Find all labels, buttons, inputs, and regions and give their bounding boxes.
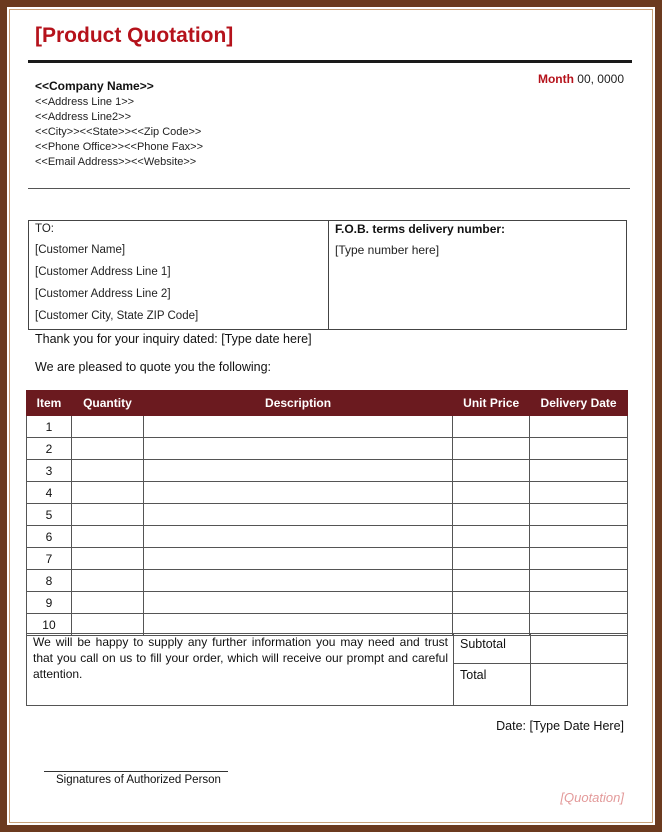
unit-price-cell[interactable] [453,592,530,614]
table-row [27,592,628,614]
table-row [27,570,628,592]
header-quantity: Quantity [71,391,143,416]
title-rule [28,60,632,63]
company-city-state-zip: <<City>><<State>><<Zip Code>> [35,126,202,138]
subtotal-label: Subtotal [460,637,506,651]
fob-heading: F.O.B. terms delivery number: [335,222,506,236]
description-cell[interactable] [143,460,452,482]
delivery-date-cell[interactable] [530,438,628,460]
delivery-date-cell[interactable] [530,526,628,548]
footer-row-divider [453,663,628,664]
description-cell[interactable] [143,526,452,548]
quantity-cell[interactable] [71,504,143,526]
item-number: 3 [27,460,72,482]
table-row [27,482,628,504]
quantity-cell[interactable] [71,460,143,482]
quantity-cell[interactable] [71,482,143,504]
item-number: 4 [27,482,72,504]
delivery-date-cell[interactable] [530,570,628,592]
description-cell[interactable] [143,592,452,614]
description-cell[interactable] [143,416,452,438]
signature-label: Signatures of Authorized Person [56,774,221,786]
item-number: 1 [27,416,72,438]
delivery-date-cell[interactable] [530,460,628,482]
description-cell[interactable] [143,482,452,504]
description-cell[interactable] [143,570,452,592]
header-date-rest: 00, 0000 [573,72,624,86]
total-label: Total [460,668,487,682]
quantity-cell[interactable] [71,526,143,548]
item-number: 10 [27,614,72,636]
table-row [27,438,628,460]
header-item: Item [27,391,72,416]
quote-date: Date: [Type Date Here] [496,719,624,733]
unit-price-cell[interactable] [453,438,530,460]
unit-price-cell[interactable] [453,570,530,592]
unit-price-cell[interactable] [453,504,530,526]
item-number: 8 [27,570,72,592]
unit-price-cell[interactable] [453,482,530,504]
table-row [27,504,628,526]
table-row [27,526,628,548]
unit-price-cell[interactable] [453,548,530,570]
item-number: 6 [27,526,72,548]
header-description: Description [143,391,452,416]
description-cell[interactable] [143,438,452,460]
closing-message: We will be happy to supply any further information you may need and trust that you call on us to fill your order, which will receive our prompt and careful attention. [33,635,448,681]
item-number: 2 [27,438,72,460]
delivery-date-cell[interactable] [530,482,628,504]
item-number: 9 [27,592,72,614]
quotation-table [26,390,628,636]
company-name: <<Company Name>> [35,79,154,93]
signature-line [44,771,228,772]
table-row [27,460,628,482]
footer-divider [530,633,531,706]
unit-price-cell[interactable] [453,526,530,548]
quantity-cell[interactable] [71,592,143,614]
customer-box-divider [328,220,329,330]
quotation-watermark: [Quotation] [560,790,624,805]
delivery-date-cell[interactable] [530,548,628,570]
quantity-cell[interactable] [71,416,143,438]
delivery-date-cell[interactable] [530,504,628,526]
delivery-date-cell[interactable] [530,416,628,438]
customer-address-line-2: [Customer Address Line 2] [35,288,171,300]
thanks-line: Thank you for your inquiry dated: [Type date here] [35,332,312,346]
company-address-line-1: <<Address Line 1>> [35,96,135,108]
customer-city-state-zip: [Customer City, State ZIP Code] [35,310,199,322]
header-unit-price: Unit Price [453,391,530,416]
delivery-date-cell[interactable] [530,592,628,614]
unit-price-cell[interactable] [453,460,530,482]
company-address-line-2: <<Address Line2>> [35,111,132,123]
quantity-cell[interactable] [71,548,143,570]
header-delivery-date: Delivery Date [530,391,628,416]
company-phone: <<Phone Office>><<Phone Fax>> [35,141,203,153]
page-title: [Product Quotation] [35,24,234,47]
footer-divider [453,633,454,706]
header-date [538,72,624,86]
item-number: 5 [27,504,72,526]
table-row [27,548,628,570]
customer-name: [Customer Name] [35,244,126,256]
quantity-cell[interactable] [71,570,143,592]
table-row [27,416,628,438]
fob-value: [Type number here] [335,243,440,257]
customer-address-line-1: [Customer Address Line 1] [35,266,171,278]
table-header-row [27,391,628,416]
header-date-month: Month [537,72,574,86]
company-divider [28,188,630,189]
unit-price-cell[interactable] [453,416,530,438]
description-cell[interactable] [143,548,452,570]
pleased-line: We are pleased to quote you the following: [35,360,272,374]
company-email-website: <<Email Address>><<Website>> [35,156,197,168]
description-cell[interactable] [143,504,452,526]
quantity-cell[interactable] [71,438,143,460]
item-number: 7 [27,548,72,570]
to-label: TO: [35,223,54,235]
